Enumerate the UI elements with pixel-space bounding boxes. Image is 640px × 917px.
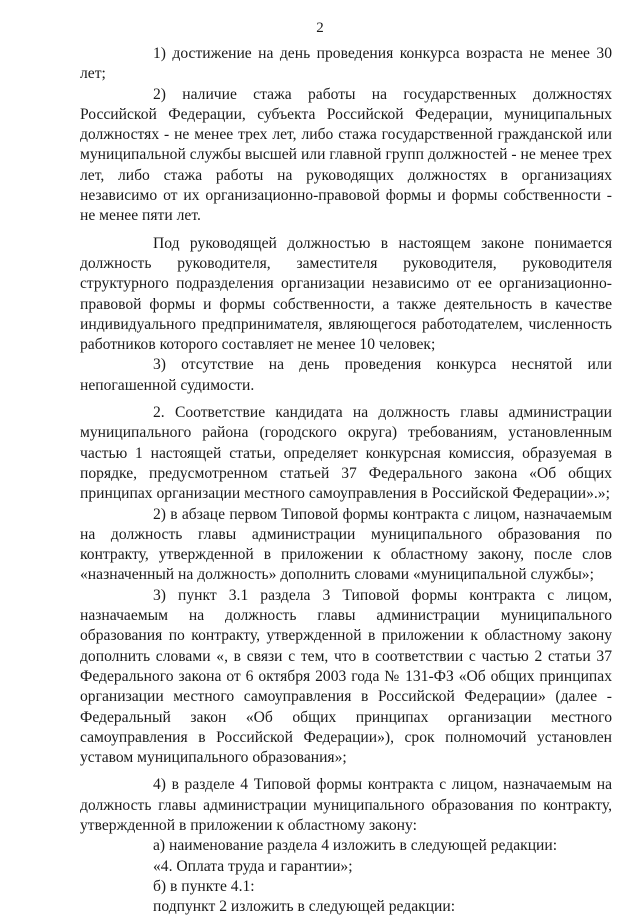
paragraph-item-b: б) в пункте 4.1: <box>153 877 255 895</box>
paragraph-amendment-3: 3) пункт 3.1 раздела 3 Типовой формы контракта с лицом, назначаемым на должность главы администрации муниципального образования по контракту, утвержденной в приложении к областному закону дополнить словами «, в связи с тем, что в соответствии с частью 2 статьи 37 Федерального закона от 6 октября 2003 года № 131-ФЗ «Об общих принципах организации местного самоуправления в Российской Федерации» (далее - Федеральный закон «Об общих принципах организации местного самоуправления в Российской Федерации»), срок полномочий установлен уставом муниципального образования»; <box>80 586 612 767</box>
paragraph-section-title: «4. Оплата труда и гарантии»; <box>153 857 353 875</box>
paragraph-age-requirement: 1) достижение на день проведения конкурса возраста не менее 30 лет; <box>80 45 612 83</box>
paragraph-amendment-4: 4) в разделе 4 Типовой формы контракта с лицом, назначаемым на должность главы администрации муниципального образования по контракту, утвержденной в приложении к областному закону: <box>80 776 612 834</box>
paragraph-amendment-2: 2) в абзаце первом Типовой формы контракта с лицом, назначаемым на должность главы администрации муниципального образования по контракту, утвержденной в приложении к областному закону, после слов «назначенный на должность» дополнить словами «муниципальной службы»; <box>80 505 612 584</box>
paragraph-management-definition: Под руководящей должностью в настоящем законе понимается должность руководителя, заместителя руководителя, руководителя структурного подразделения организации независимо от ее организационно-правовой формы и формы собственности, а также деятельность в качестве индивидуального предпринимателя, являющегося работодателем, численность работников которого составляет не менее 10 человек; <box>80 234 612 354</box>
document-body <box>80 44 612 917</box>
paragraph-subitem-2: подпункт 2 изложить в следующей редакции: <box>153 898 456 916</box>
paragraph-no-conviction: 3) отсутствие на день проведения конкурса неснятой или непогашенной судимости. <box>80 356 612 394</box>
paragraph-item-a: а) наименование раздела 4 изложить в следующей редакции: <box>153 837 558 855</box>
page-number: 2 <box>316 20 324 36</box>
paragraph-commission: 2. Соответствие кандидата на должность главы администрации муниципального района (городского округа) требованиям, установленным частью 1 настоящей статьи, определяет конкурсная комиссия, образуемая в порядке, предусмотренном статьей 37 Федерального закона «Об общих принципах организации местного самоуправления в Российской Федерации».»; <box>80 404 612 503</box>
paragraph-experience-requirement: 2) наличие стажа работы на государственных должностях Российской Федерации, субъекта Российской Федерации, муниципальных должностях - не менее трех лет, либо стажа государственной гражданской или муниципальной службы высшей или главной групп должностей - не менее трех лет, либо стажа работы на руководящих должностях в организациях независимо от их организационно-правовой формы и формы собственности - не менее пяти лет. <box>80 85 612 225</box>
